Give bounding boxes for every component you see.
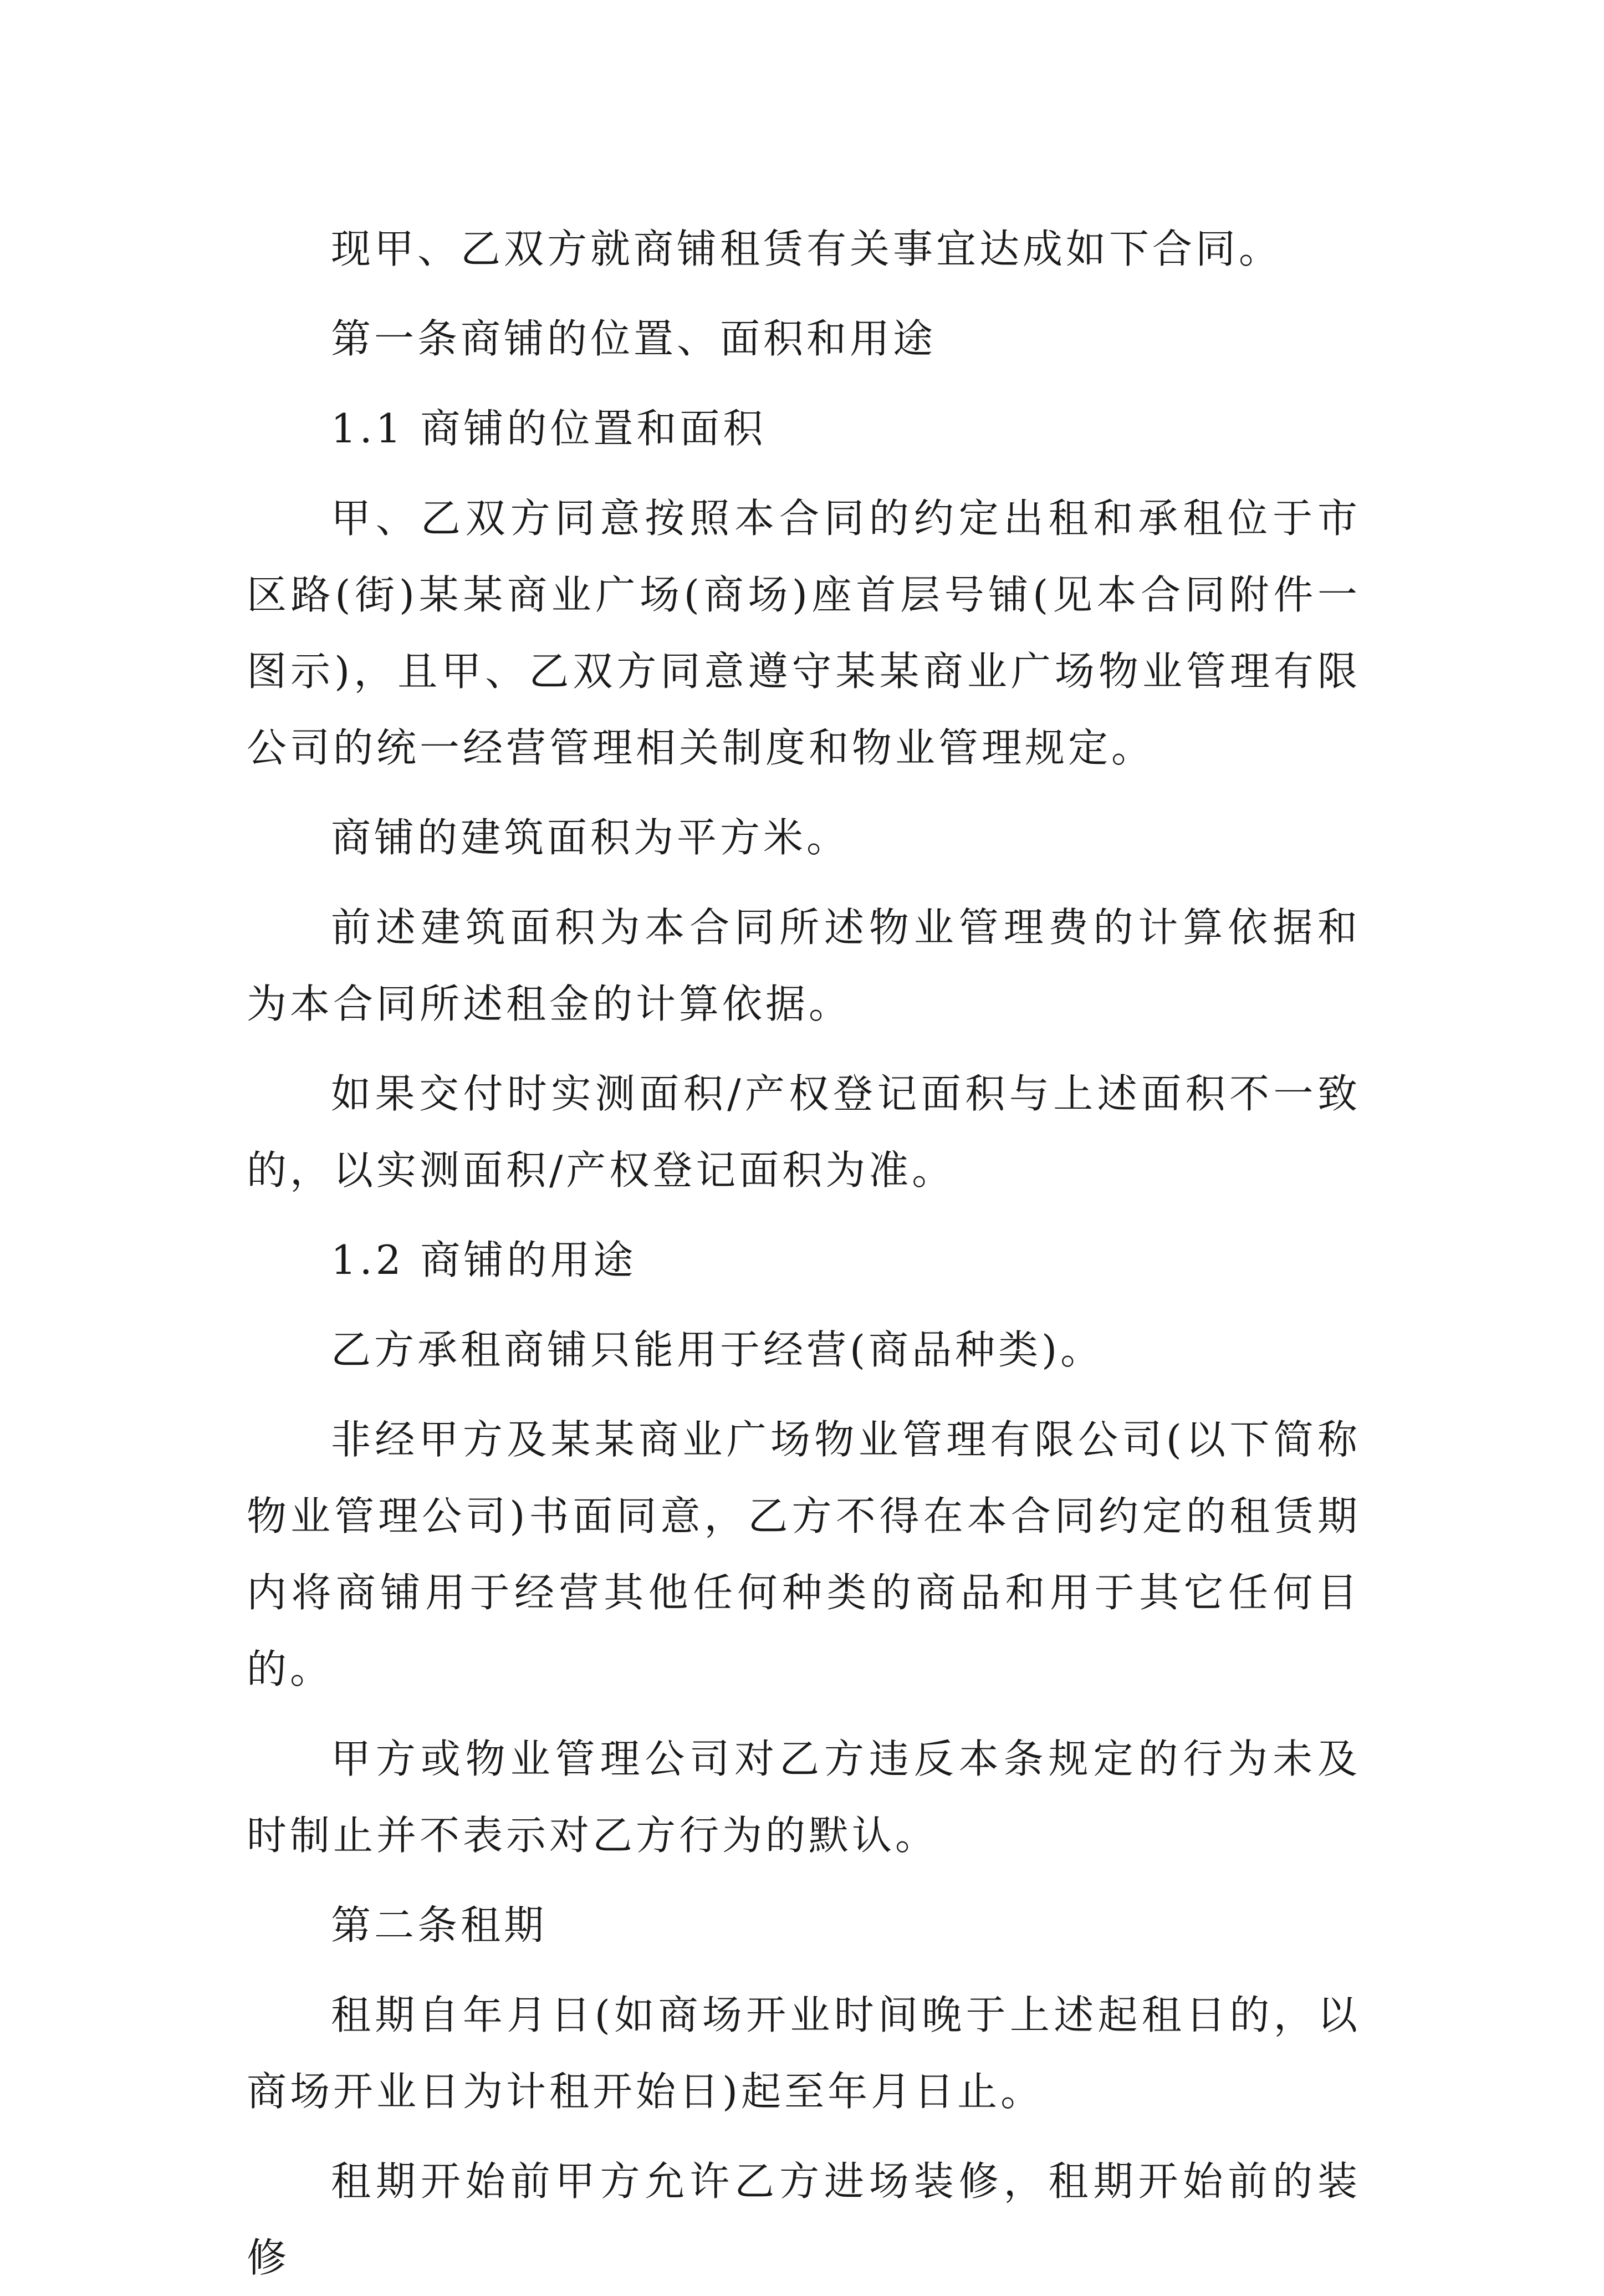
- heading-article-2: 第二条租期: [331, 1902, 548, 1948]
- heading-section-1-1: 1.1 商铺的位置和面积: [331, 405, 767, 452]
- paragraph-usage: 乙方承租商铺只能用于经营(商品种类)。: [331, 1326, 1104, 1373]
- paragraph-area: 商铺的建筑面积为平方米。: [331, 814, 850, 861]
- paragraph-intro: 现甲、乙双方就商铺租赁有关事宜达成如下合同。: [331, 226, 1283, 272]
- paragraph-location: 甲、乙双方同意按照本合同的约定出租和承租位于市区路(街)某某商业广场(商场)座首层号铺(见本合同附件一图示)，且甲、乙双方同意遵守某某商业广场物业管理有限公司的统一经营管理相关制度和物业管理规定。: [247, 495, 1361, 771]
- paragraph-area-measurement: 如果交付时实测面积/产权登记面积与上述面积不一致的，以实测面积/产权登记面积为准。: [247, 1070, 1361, 1193]
- paragraph-usage-restriction: 非经甲方及某某商业广场物业管理有限公司(以下简称物业管理公司)书面同意，乙方不得在本合同约定的租赁期内将商铺用于经营其他任何种类的商品和用于其它任何目的。: [247, 1416, 1361, 1692]
- paragraph-term: 租期自年月日(如商场开业时间晚于上述起租日的，以商场开业日为计租开始日)起至年月日止。: [247, 1992, 1361, 2115]
- paragraph-area-basis: 前述建筑面积为本合同所述物业管理费的计算依据和为本合同所述租金的计算依据。: [247, 904, 1361, 1027]
- heading-article-1: 第一条商铺的位置、面积和用途: [331, 315, 937, 362]
- heading-section-1-2: 1.2 商铺的用途: [331, 1237, 637, 1283]
- paragraph-no-waiver: 甲方或物业管理公司对乙方违反本条规定的行为未及时制止并不表示对乙方行为的默认。: [247, 1736, 1361, 1859]
- contract-body: [247, 211, 1361, 2296]
- paragraph-renovation: 租期开始前甲方允许乙方进场装修，租期开始前的装修: [247, 2158, 1361, 2281]
